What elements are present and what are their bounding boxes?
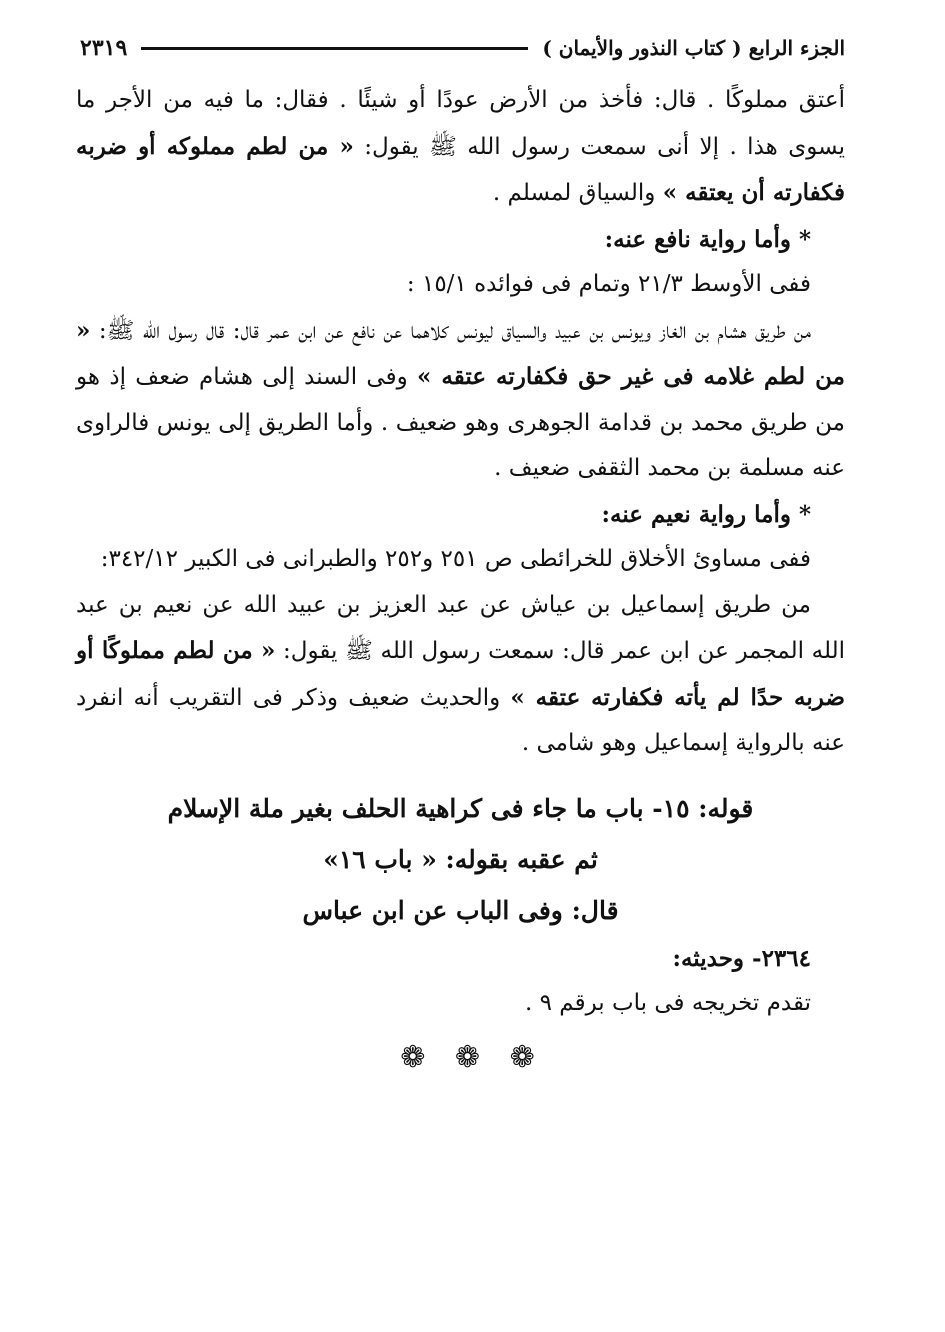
source-line-nafi: ففى الأوسط ٢١/٣ وتمام فى فوائده ١٥/١ : — [406, 271, 811, 297]
paragraph-nuaym-text-b: والحديث ضعيف وذكر فى التقريب أنه انفرد عنه بالرواية إسماعيل وهو شامى . — [76, 684, 845, 756]
paragraph-nafi — [76, 308, 845, 492]
hadith-quote-3: « من لطم مملوكًا أو ضربه حدًا لم يأته فكفارته عتقه » — [76, 637, 845, 711]
paragraph-nuaym-text-a: من طريق إسماعيل بن عياش عن عبد العزيز بن عبيد الله عن نعيم بن عبد الله المجمر عن ابن عمر قال: سمعت رسول الله ﷺ يقول: — [76, 591, 845, 664]
section-heading-nafi: * وأما رواية نافع عنه: — [604, 225, 811, 253]
paragraph-nafi-text-a: من طريق هشام بن الغاز ويونس بن عبيد والسياق ليونس كلاهما عن نافع عن ابن عمر قال: قال رسول الله ﷺ: — [90, 317, 811, 344]
chapter-heading — [76, 783, 845, 936]
flower-ornament-icon: ❁ ❁ ❁ — [400, 1040, 545, 1075]
chapter-subtitle: ثم عقبه بقوله: « باب ١٦» — [323, 844, 598, 874]
hadith-quote-2: « من لطم غلامه فى غير حق فكفارته عتقه » — [76, 316, 845, 390]
page-body — [76, 78, 845, 1027]
page-header — [80, 28, 845, 68]
hadith-entry-text: تقدم تخريجه فى باب برقم ٩ . — [524, 990, 811, 1016]
paragraph-nafi-text-b: وفى السند إلى هشام ضعف إذ هو من طريق محمد بن قدامة الجوهرى وهو ضعيف . وأما الطريق إلى يونس فالراوى عنه مسلمة بن محمد الثقفى ضعيف . — [76, 364, 845, 481]
paragraph-nuaym — [76, 583, 845, 767]
hadith-entry-number: ٢٣٦٤- وحديثه: — [672, 944, 811, 972]
section-heading-nuaym: * وأما رواية نعيم عنه: — [601, 500, 811, 528]
page-number: ٢٣١٩ — [80, 35, 128, 61]
paragraph-1-text-a: أعتق مملوكًا . قال: فأخذ من الأرض عودًا أو شيئًا . فقال: ما فيه من الأجر ما يسوى هذا . إلا أنى سمعت رسول الله ﷺ يقول: — [76, 87, 846, 160]
chapter-note: قال: وفى الباب عن ابن عباس — [302, 895, 619, 925]
hadith-quote-1: « من لطم مملوكه أو ضربه فكفارته أن يعتقه » — [76, 132, 845, 206]
source-line-nuaym: ففى مساوئ الأخلاق للخرائطى ص ٢٥١ و٢٥٢ والطبرانى فى الكبير ٣٤٢/١٢: — [100, 546, 811, 572]
header-rule — [141, 47, 528, 50]
paragraph-1-text-b: والسياق لمسلم . — [492, 180, 663, 206]
paragraph-1 — [76, 78, 845, 217]
chapter-title: قوله: ١٥- باب ما جاء فى كراهية الحلف بغير ملة الإسلام — [167, 793, 754, 823]
running-title: الجزء الرابع ( كتاب النذور والأيمان ) — [542, 36, 845, 60]
